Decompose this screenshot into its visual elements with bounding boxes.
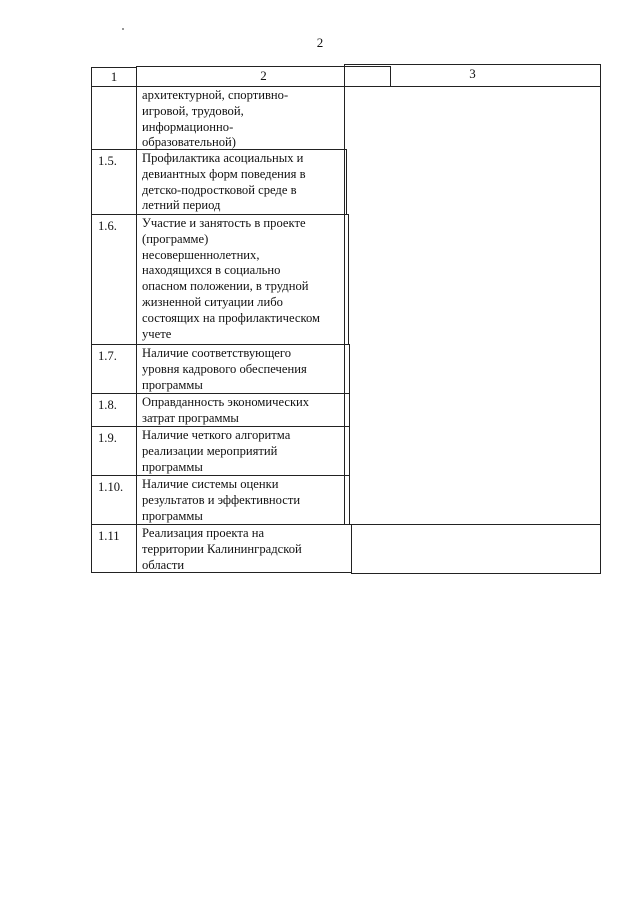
scan-speck [122, 28, 124, 30]
table-row-num: 1.6. [91, 214, 137, 345]
table-col3-merged-cell [344, 86, 601, 525]
table-row-num: 1.5. [91, 149, 137, 215]
table-row-text: архитектурной, спортивно- игровой, трудовой, информационно- образовательной) [136, 86, 345, 150]
table-row-text: Профилактика асоциальных и девиантных форм поведения в детско-подростковой среде в летний период [136, 149, 347, 215]
table-row-text: Наличие системы оценки результатов и эффективности программы [136, 475, 350, 525]
table-row-text: Реализация проекта на территории Калининградской области [136, 524, 352, 573]
table-row-text: Наличие четкого алгоритма реализации мероприятий программы [136, 426, 350, 476]
table-row-text: Наличие соответствующего уровня кадрового обеспечения программы [136, 344, 350, 394]
table-row-num: 1.9. [91, 426, 137, 476]
table-header-col2: 2 [136, 66, 391, 87]
table-row-num: 1.7. [91, 344, 137, 394]
page-number: 2 [316, 35, 324, 50]
table-row-num [91, 86, 137, 150]
criteria-table [91, 64, 601, 574]
table-row-text: Участие и занятость в проекте (программе) несовершеннолетних, находящихся в социально опасном положении, в трудной жизненной ситуации либо состоящих на профилактическом учете [136, 214, 349, 345]
table-header-col1: 1 [91, 67, 137, 87]
table-header-col3: 3 [344, 64, 601, 87]
table-row-num: 1.10. [91, 475, 137, 525]
table-col3-cell [351, 524, 601, 574]
table-row-num: 1.11 [91, 524, 137, 573]
table-row-num: 1.8. [91, 393, 137, 427]
table-row-text: Оправданность экономических затрат программы [136, 393, 350, 427]
